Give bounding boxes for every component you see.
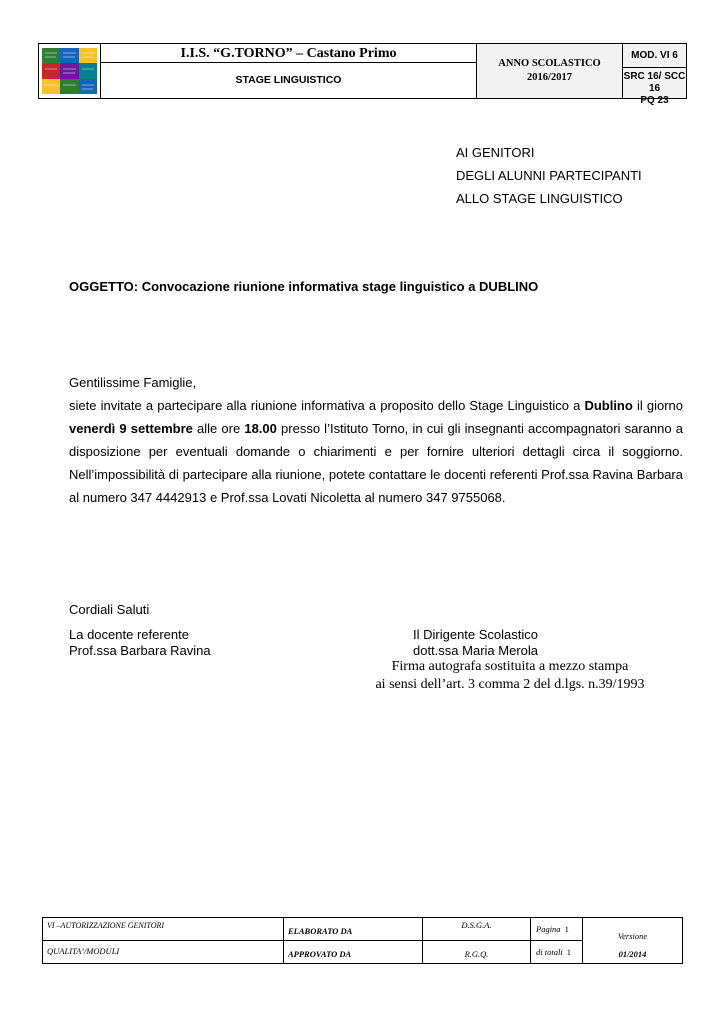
version-label: Versione (617, 931, 648, 941)
closing-salutation: Cordiali Saluti (69, 602, 150, 617)
school-year (477, 44, 623, 98)
total-pages: 1 (566, 947, 571, 957)
signer-role: Il Dirigente Scolastico (413, 627, 538, 642)
school-title: I.I.S. “G.TORNO” – Castano Primo (101, 44, 477, 63)
page-label: Pagina (536, 924, 561, 934)
city-name: Dublino (584, 398, 633, 413)
school-year-label: ANNO SCOLASTICO (498, 58, 601, 69)
document-type: STAGE LINGUISTICO (101, 63, 477, 98)
footer-section: QUALITA’/MODULI (43, 941, 284, 963)
logo-cell (39, 44, 101, 98)
recipient-line: ALLO STAGE LINGUISTICO (456, 191, 623, 206)
footer-elaborato-by: D.S.G.A. (423, 918, 531, 941)
recipient-line: AI GENITORI (456, 145, 535, 160)
greeting: Gentilissime Famiglie, (69, 375, 197, 390)
signature-note-line: ai sensi dell’art. 3 comma 2 del d.lgs. n.39/1993 (375, 677, 645, 692)
footer-page (531, 918, 583, 941)
signature-left (69, 627, 211, 659)
signature-note (360, 658, 660, 694)
footer-elaborato-label: ELABORATO DA (284, 918, 423, 941)
body-text: alle ore (192, 421, 245, 436)
footer-total (531, 941, 583, 963)
footer-category: VI –AUTORIZZAZIONE GENITORI (43, 918, 284, 941)
document-footer (42, 917, 683, 964)
page-number: 1 (564, 924, 569, 934)
module-code: MOD. VI 6 (623, 44, 686, 68)
version-value: 01/2014 (618, 949, 647, 959)
body-paragraph (69, 394, 683, 509)
body-text: il giorno (632, 398, 683, 413)
meeting-time: 18.00 (244, 421, 277, 436)
body-text: presso l’Istituto Torno, in cui gli insegnanti accompagnatori saranno a disposizione per eventuali domande o chiarimenti e per fornire ulteriori dettagli circa il soggiorno. Nell’impossibilità di partecipare alla riunione, potete contattare le docenti referenti Prof.ssa Ravina Barbara al numero 347 4442913 e Prof.ssa Lovati Nicoletta al numero 347 9755068. (69, 421, 683, 505)
recipient-block (456, 141, 642, 210)
signer-role: La docente referente (69, 627, 189, 642)
meeting-date: venerdì 9 settembre (69, 421, 193, 436)
footer-version (583, 918, 682, 963)
letter-body (69, 371, 683, 509)
src-code (623, 68, 686, 106)
subject-line: OGGETTO: Convocazione riunione informativa stage linguistico a DUBLINO (69, 279, 539, 294)
footer-approvato-label: APPROVATO DA (284, 941, 423, 963)
recipient-line: DEGLI ALUNNI PARTECIPANTI (456, 168, 642, 183)
total-label: di totali (536, 947, 563, 957)
footer-approvato-by: R.G.Q. (423, 941, 531, 963)
signer-name: Prof.ssa Barbara Ravina (69, 643, 211, 658)
document-header (38, 43, 687, 106)
signer-name: dott.ssa Maria Merola (413, 643, 538, 658)
school-year-value: 2016/2017 (527, 72, 572, 83)
src-code-line2: PQ 23 (640, 95, 669, 106)
src-code-line1: SRC 16/ SCC 16 (623, 71, 686, 94)
body-text: siete invitate a partecipare alla riunione informativa a proposito dello Stage Linguistico a (69, 398, 585, 413)
signature-note-line: Firma autografa sostituita a mezzo stampa (391, 659, 629, 674)
signature-right (413, 627, 538, 659)
school-logo (42, 48, 97, 94)
